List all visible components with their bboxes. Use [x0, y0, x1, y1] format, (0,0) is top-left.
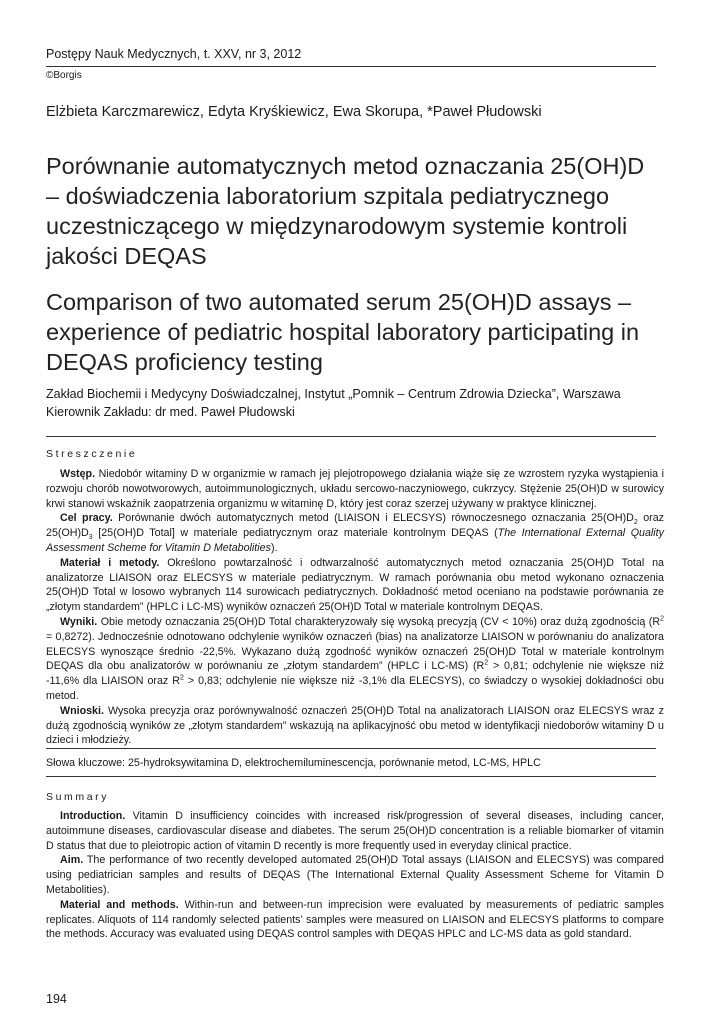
wyniki-sup-3: 2	[179, 674, 184, 682]
wnioski-text: Wysoka precyzja oraz porównywalność oznaczeń 25(OH)D Total na analizatorach LIAISON oraz ELECSYS wraz z dużą zgodnością wyników ze „złotym standardem” wskazują na aplikacyjność obu metod w identyfikacji niedoborów witaminy D u dzieci i młodzieży.	[46, 704, 664, 747]
cel-italic: The International External Quality Assessment Scheme for Vitamin D Metabolities	[46, 527, 664, 554]
material-label: Materiał i metody.	[60, 556, 160, 569]
aim-text: The performance of two recently developed automated 25(OH)D Total assays (LIAISON and ELECSYS) was compared using pediatrician samples and results of DEQAS (The International External Quality Assessment Scheme for Vitamin D Metabolities).	[46, 854, 664, 896]
streszczenie-body	[46, 467, 664, 748]
page-number: 194	[46, 992, 67, 1006]
summary-body	[46, 809, 664, 942]
summary-heading: Summary	[46, 791, 110, 803]
keywords-bottom-rule	[46, 776, 656, 777]
wyniki-paragraph	[46, 615, 664, 704]
material-paragraph	[46, 556, 664, 615]
cel-sub-1: 2	[633, 519, 638, 527]
author-list: Elżbieta Karczmarewicz, Edyta Kryśkiewicz, Ewa Skorupa, *Paweł Płudowski	[46, 104, 542, 120]
cel-label: Cel pracy.	[60, 512, 113, 525]
cel-text-1: Porównanie dwóch automatycznych metod (LIAISON i ELECSYS) równoczesnego oznaczania 25(OH)D	[118, 512, 634, 525]
cel-paragraph	[46, 511, 664, 555]
cel-text-3: [25(OH)D Total] w materiale pediatrycznym oraz materiale kontrolnym DEQAS (	[98, 527, 498, 540]
aim-paragraph	[46, 853, 664, 897]
material-text: Określono powtarzalność i odtwarzalność automatycznych metod oznaczania 25(OH)D Total na analizatorze LIAISON oraz ELECSYS w materiale pediatrycznym. W ramach porównania obu metod wykonano oznaczenia 25(OH)D Total w losowo wybranych 114 surowicach pediatrycznych. Dokładność metod oceniano na podstawie porównania ze „złotym standardem” (HPLC i LC-MS) wyników oznaczeń 25(OH)D Total w materiale kontrolnym DEQAS.	[46, 556, 664, 614]
journal-header: Postępy Nauk Medycznych, t. XXV, nr 3, 2012	[46, 47, 302, 61]
cel-text-2: oraz 25(OH)D	[46, 512, 664, 540]
wyniki-sup-1: 2	[660, 615, 664, 623]
title-english: Comparison of two automated serum 25(OH)D assays – experience of pediatric hospital laboratory participating in DEQAS proficiency testing	[46, 289, 640, 375]
header-rule	[46, 66, 656, 67]
title-polish: Porównanie automatycznych metod oznaczania 25(OH)D – doświadczenia laboratorium szpitala pediatrycznego uczestniczącego w międzynarodowym systemie kontroli jakości DEQAS	[46, 153, 645, 269]
intro-text: Vitamin D insufficiency coincides with increased risk/progression of several diseases, including cancer, autoimmune diseases, cardiovascular disease and diabetes. The serum 25(OH)D concentration is a reliable biomarker of vitamin D status that due to pleiotropic action of vitamin D recently is more frequently used in everyday clinical practice.	[46, 810, 664, 852]
intro-label: Introduction.	[60, 810, 126, 822]
intro-paragraph	[46, 809, 664, 853]
wstep-text: Niedobór witaminy D w organizmie w ramach jej plejotropowego działania wiąże się ze wzrostem ryzyka wystąpienia i rozwoju chorób nowotworowych, autoimmunologicznych, układu sercowo-naczyniowego, cukrzycy. Stężenie 25(OH)D w surowicy krwi stanowi wskaźnik zaopatrzenia organizmu w witaminę D, który jest coraz szerzej używany w praktyce klinicznej.	[46, 468, 664, 510]
methods-label: Material and methods.	[60, 898, 179, 911]
wyniki-text-3: > 0,81; odchylenie nie większe niż -11,6% dla LIAISON oraz R	[46, 660, 664, 688]
affiliation-institute: Zakład Biochemii i Medycyny Doświadczalnej, Instytut „Pomnik – Centrum Zdrowia Dziecka”, Warszawa	[46, 387, 621, 401]
wyniki-label: Wyniki.	[60, 615, 98, 628]
wyniki-sup-2: 2	[484, 659, 489, 667]
keywords-top-rule	[46, 748, 656, 749]
methods-text: Within-run and between-run imprecision were evaluated by measurements of pediatric samples replicates. Aliquots of 114 randomly selected patients’ samples were measured on LIAISON and ELECSYS platforms to compare the methods. Accuracy was evaluated using DEQAS control samples with DEQAS HPLC and LC-MS data as gold standard.	[46, 898, 664, 941]
publisher-mark: ©Borgis	[46, 70, 82, 81]
affiliation-head: Kierownik Zakładu: dr med. Paweł Płudowski	[46, 405, 295, 419]
cel-sub-2: 3	[88, 534, 93, 542]
wnioski-label: Wnioski.	[60, 704, 104, 717]
wstep-paragraph	[46, 467, 664, 511]
streszczenie-heading: Streszczenie	[46, 448, 138, 460]
cel-text-4: ).	[270, 541, 278, 554]
wyniki-text-4: > 0,83; odchylenie nie większe niż -3,1% dla ELECSYS), co świadczy o wysokiej dokładności obu metod.	[46, 675, 664, 702]
wnioski-paragraph	[46, 704, 664, 748]
aim-label: Aim.	[60, 854, 84, 867]
wyniki-text-2: = 0,8272). Jednocześnie odnotowano odchylenie wyników oznaczeń (bias) na analizatorze LIAISON w porównaniu do analizatora ELECSYS wynoszące średnio -22,5%. Wykazano dużą zgodność wyników oznaczeń 25(OH)D Total w materiale kontrolnym DEQAS dla obu analizatorów w porównaniu ze „złotym standardem” (HPLC i LC-MS) (R	[46, 630, 664, 673]
methods-paragraph	[46, 898, 664, 942]
wyniki-text-1: Obie metody oznaczania 25(OH)D Total charakteryzowały się wysoką precyzją (CV < 10%) oraz dużą zgodnością (R	[100, 615, 661, 628]
affiliation	[46, 385, 621, 421]
keywords-line: Słowa kluczowe: 25-hydroksywitamina D, elektrochemiluminescencja, porównanie metod, LC-MS, HPLC	[46, 757, 541, 769]
section-rule	[46, 436, 656, 437]
wstep-label: Wstęp.	[60, 468, 96, 480]
